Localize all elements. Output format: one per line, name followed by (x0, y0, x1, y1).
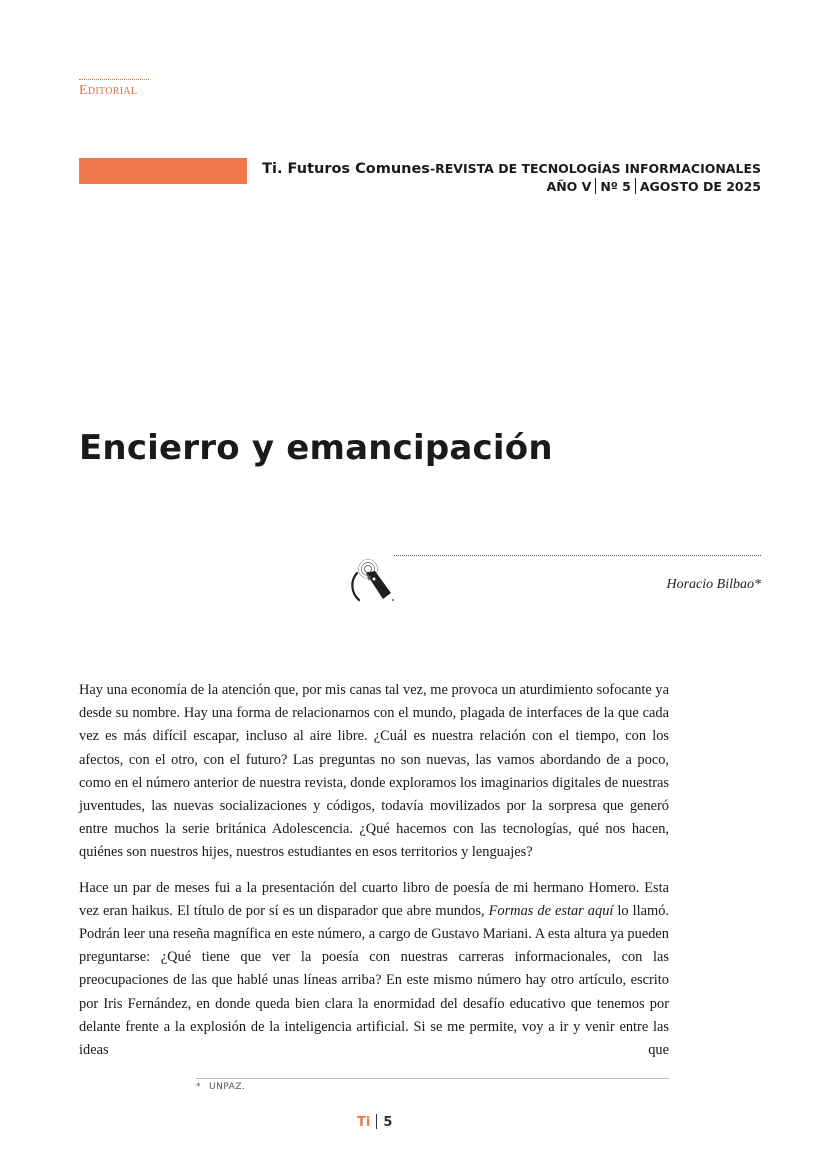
paragraph (79, 877, 669, 1063)
magazine-name: Ti. Futuros Comunes (262, 161, 430, 177)
byline-rule (394, 555, 761, 556)
issue-date: AGOSTO DE 2025 (639, 179, 761, 194)
article-body (79, 679, 669, 1074)
article-title: Encierro y emancipación (79, 428, 553, 468)
journal-mark: Ti (357, 1115, 371, 1130)
accent-bar (79, 158, 247, 184)
footnote-text: UNPAZ. (209, 1082, 246, 1092)
issue-year: AÑO V (546, 179, 592, 194)
fountain-pen-icon (347, 557, 397, 603)
page-number: 5 (383, 1115, 393, 1130)
footnote-marker: * (196, 1082, 201, 1092)
separator (376, 1114, 377, 1129)
paragraph-text: Hace un par de meses fui a la presentación del cuarto libro de poesía de mi hermano Homero. Esta vez eran haikus. El título de por sí es un disparador que abre mundos, (79, 879, 669, 919)
footnote (196, 1082, 245, 1092)
separator (595, 178, 596, 194)
author-name: Horacio Bilbao* (666, 577, 761, 592)
masthead-title-line (262, 160, 761, 178)
paragraph-text: lo llamó. Podrán leer una reseña magnífica en este número, a cargo de Gustavo Mariani. A esta altura ya pueden preguntarse: ¿Qué tiene que ver la poesía con nuestras carreras informacionales, con las preocupaciones de las que hablé unas líneas arriba? En este mismo número hay otro artículo, escrito por Iris Fernández, en donde queda bien clara la enormidad del desafío educativo que tenemos por delante frente a la explosión de la inteligencia artificial. Si se me permite, voy a ir y venir entre las ideas que (79, 902, 669, 1059)
magazine-subtitle: -REVISTA DE TECNOLOGÍAS INFORMACIONALES (429, 161, 761, 176)
book-title: Formas de estar aquí (488, 902, 614, 919)
paragraph: Hay una economía de la atención que, por mis canas tal vez, me provoca un aturdimiento sofocante ya desde su nombre. Hay una forma de relacionarnos con el mundo, plagada de interfaces de la que cada vez es más difícil escapar, incluso al aire libre. ¿Cuál es nuestra relación con el tiempo, con los afectos, con el otro, con el futuro? Las preguntas no son nuevas, las vamos abordando de a poco, como en el número anterior de nuestra revista, donde exploramos los imaginarios digitales de nuestras juventudes, las nuevas socializaciones y códigos, todavía movilizados por la sorpresa que generó entre muchos la serie británica Adolescencia. ¿Qué hacemos con las tecnologías, qué nos hacen, quiénes son nuestros hijes, nuestros estudiantes en esos territorios y lenguajes? (79, 682, 669, 861)
issue-info (262, 178, 761, 196)
page-footer (357, 1114, 392, 1130)
separator (635, 178, 636, 194)
section-label: Editorial (79, 79, 149, 99)
issue-number: Nº 5 (600, 179, 631, 194)
masthead (262, 160, 761, 196)
footnote-rule (196, 1078, 669, 1079)
